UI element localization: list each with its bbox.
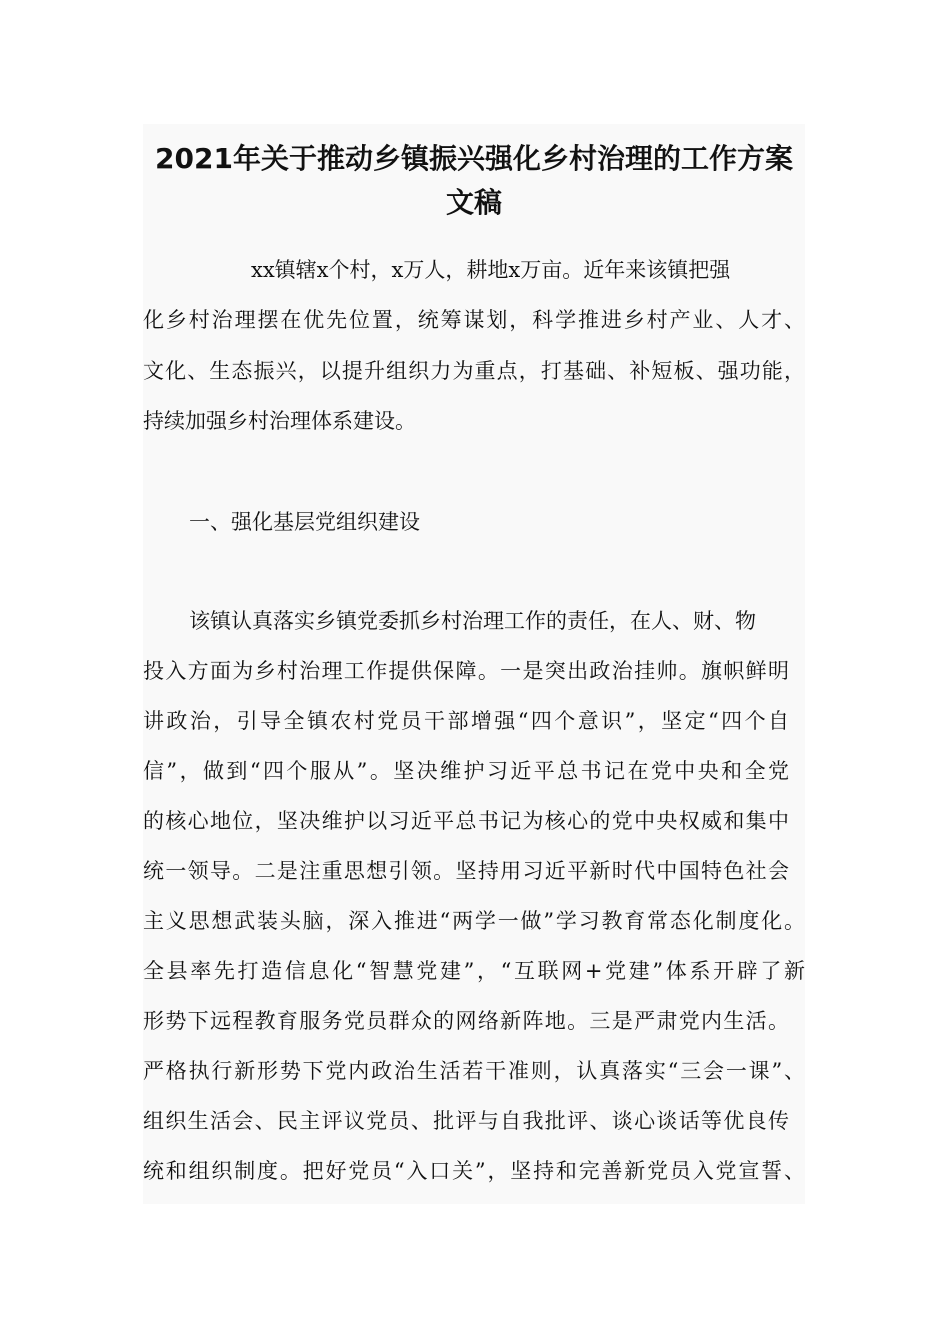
section1-line-11: 组织生活会、民主评议党员、批评与自我批评、谈心谈话等优良传 [143,1109,789,1133]
section1-line-9: 形势下远程教育服务党员群众的网络新阵地。三是严肃党内生活。 [143,1009,789,1033]
intro-line-1: xx镇辖x个村，x万人，耕地x万亩。近年来该镇把强 [251,258,731,282]
document-title-line1: 2021年关于推动乡镇振兴强化乡村治理的工作方案 [155,142,793,175]
intro-line-3: 文化、生态振兴，以提升组织力为重点，打基础、补短板、强功能， [143,359,805,383]
intro-line-4: 持续加强乡村治理体系建设。 [143,409,416,433]
document-page [143,124,805,1204]
section1-line-8: 全县率先打造信息化“智慧党建”，“互联网+党建”体系开辟了新 [143,959,805,983]
section1-line-1: 该镇认真落实乡镇党委抓乡村治理工作的责任，在人、财、物 [189,609,756,633]
section1-line-10: 严格执行新形势下党内政治生活若干准则，认真落实“三会一课”、 [143,1059,805,1083]
section1-heading: 一、强化基层党组织建设 [189,510,420,534]
section1-line-5: 的核心地位，坚决维护以习近平总书记为核心的党中央权威和集中 [143,809,789,833]
section1-line-6: 统一领导。二是注重思想引领。坚持用习近平新时代中国特色社会 [143,859,789,883]
section1-line-12: 统和组织制度。把好党员“入口关”，坚持和完善新党员入党宣誓、 [143,1159,805,1183]
document-title-line2: 文稿 [445,186,502,219]
section1-line-2: 投入方面为乡村治理工作提供保障。一是突出政治挂帅。旗帜鲜明 [143,659,789,683]
intro-line-2: 化乡村治理摆在优先位置，统筹谋划，科学推进乡村产业、人才、 [143,308,805,332]
section1-line-3: 讲政治，引导全镇农村党员干部增强“四个意识”，坚定“四个自 [143,709,789,733]
section1-line-4: 信”，做到“四个服从”。坚决维护习近平总书记在党中央和全党 [143,759,789,783]
section1-line-7: 主义思想武装头脑，深入推进“两学一做”学习教育常态化制度化。 [143,909,805,933]
